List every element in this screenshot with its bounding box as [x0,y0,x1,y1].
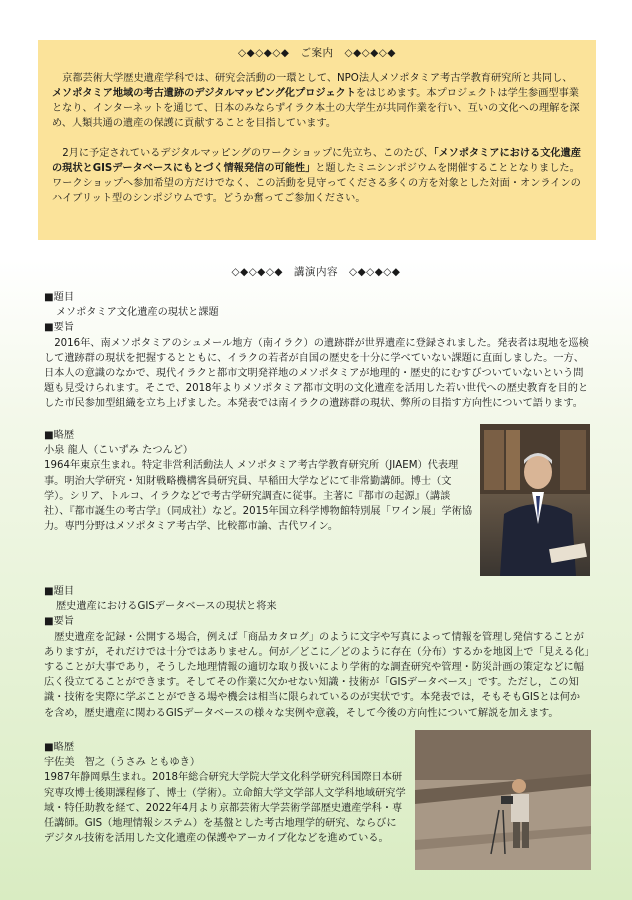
notice-box [38,40,596,240]
notice-p2-text-a: 2月に予定されているデジタルマッピングのワークショップに先立ち、このたび、 [62,148,434,159]
talk1-bio-label: ■略歴 [44,430,75,441]
talk1-speaker-name: 小泉 龍人（こいずみ たつんど） [44,445,194,457]
talk2-bio-block [44,740,406,846]
notice-paragraph-1 [52,71,582,131]
talk2-theme-label: ■題目 [44,586,75,597]
talk2-theme: 歴史遺産におけるGISデータベースの現状と将来 [56,601,277,613]
speaker2-photo [415,730,591,870]
notice-p1-highlight: メソポタミア地域の考古遺跡のデジタルマッピング化プロジェクト [52,88,356,99]
lecture-section-title: ◇◆◇◆◇◆ 講演内容 ◇◆◇◆◇◆ [231,266,401,278]
talk2-abstract-block [44,584,590,721]
talk1-theme-label: ■題目 [44,292,75,303]
talk2-speaker-name: 宇佐美 智之（うさみ ともゆき） [44,757,201,769]
notice-p1-text-a: 京都芸術大学歴史遺産学科では、研究会活動の一環として、NPO法人メソポタミア考古学教育研究所と共同し、 [62,73,573,84]
notice-p2-text-b: と題したミニシンポジウムを開催することとなりました。ワークショップへ参加希望の方だけでなく、この活動を見守ってくださる多くの方を対象とした対面・オンラインのハイブリット型のシンポジウムです。どうか奮ってご参加ください。 [52,163,581,204]
notice-title: ◇◆◇◆◇◆ ご案内 ◇◆◇◆◇◆ [238,47,396,59]
speaker1-portrait-image [480,424,590,576]
notice-paragraph-2 [52,146,582,206]
notice-p1-text-b: をはじめます。本プロジェクトは学生参画型事業となり、インターネットを通じて、日本のみならずイラク本土の大学生が共同作業を行い、互いの文化への理解を深め、人類共通の遺産の保護に貢献することを目指しています。 [52,88,580,129]
talk1-abstract-label: ■要旨 [44,322,75,334]
talk1-abstract: 2016年、南メソポタミアのシュメール地方（南イラク）の遺跡群が世界遺産に登録されました。発表者は現地を巡検して遺跡群の現状を把握するとともに、イラクの若者が自国の歴史を十分に学べていない課題に直面しました。一方、日本人の意識のなかで、現代イラクと都市文明発祥地のメソポタミアが地理的・歴史的にむすびついていないという問題も見受けられます。そこで、2018年よりメソポタミア都市文明の文化遺産を活用した若い世代への歴史教育を目的とした市民参加型組織を立ち上げました。本発表では南イラクの遺跡群の現状、弊所の目指す方向性について語ります。 [44,337,589,410]
talk2-abstract-label: ■要旨 [44,616,75,628]
talk2-bio-label: ■略歴 [44,742,75,753]
talk2-abstract: 歴史遺産を記録・公開する場合，例えば「商品カタログ」のように文字や写真によって情報を管理し発信することがありますが，それだけでは十分ではありません。何が／どこに／どのように存在（分布）するかを地図上で「見える化」することが大事であり，そうした地理情報の適切な取り扱いにより学術的な調査研究や管理・防災計画の策定などに幅広く役立てることができます。そしてその作業に欠かせない知識・技術が「GISデータベース」です。ただし，この知識・技術を実際に学ぶことができる場や機会は相当に限られているのが実状です。本発表では，そもそもGISとは何かを含め，歴史遺産に関わるGISデータベースの様々な実例や意義，そして今後の方向性について解説を加えます。 [44,631,590,719]
talk1-bio-block [44,428,472,534]
talk2-bio: 1987年静岡県生まれ。2018年総合研究大学院大学文化科学研究科国際日本研究専攻博士後期課程修了、博士（学術）。立命館大学文学部人文学科地域研究学域・特任助教を経て、2022年4月より京都芸術大学芸術学部歴史遺産学科・専任講師。GIS（地理情報システム）を基盤とした考古地理学的研究、ならびにデジタル技術を活用した文化遺産の保護やアーカイブ化などを進めている。 [44,772,406,845]
talk1-bio: 1964年東京生まれ。特定非営利活動法人 メソポタミア考古学教育研究所（JIAEM）代表理事。明治大学研究・知財戦略機構客員研究員、早稲田大学などにて非常勤講師。博士（文学）。シリア、トルコ、イラクなどで考古学研究調査に従事。主著に『都市の起源』（講談社）、『都市誕生の考古学』（同成社）など。2015年国立科学博物館特別展「ワイン展」学術協力。専門分野はメソポタミア考古学、比較都市論、古代ワイン。 [44,460,473,533]
speaker1-photo [480,424,590,576]
talk1-abstract-block [44,290,590,412]
notice-p2-highlight: 「メソポタミアにおける文化遺産の現状とGISデータベースにもとづく情報発信の可能性」 [52,148,581,174]
speaker2-fieldwork-image [415,730,591,870]
talk1-theme: メソポタミア文化遺産の現状と課題 [56,307,219,319]
